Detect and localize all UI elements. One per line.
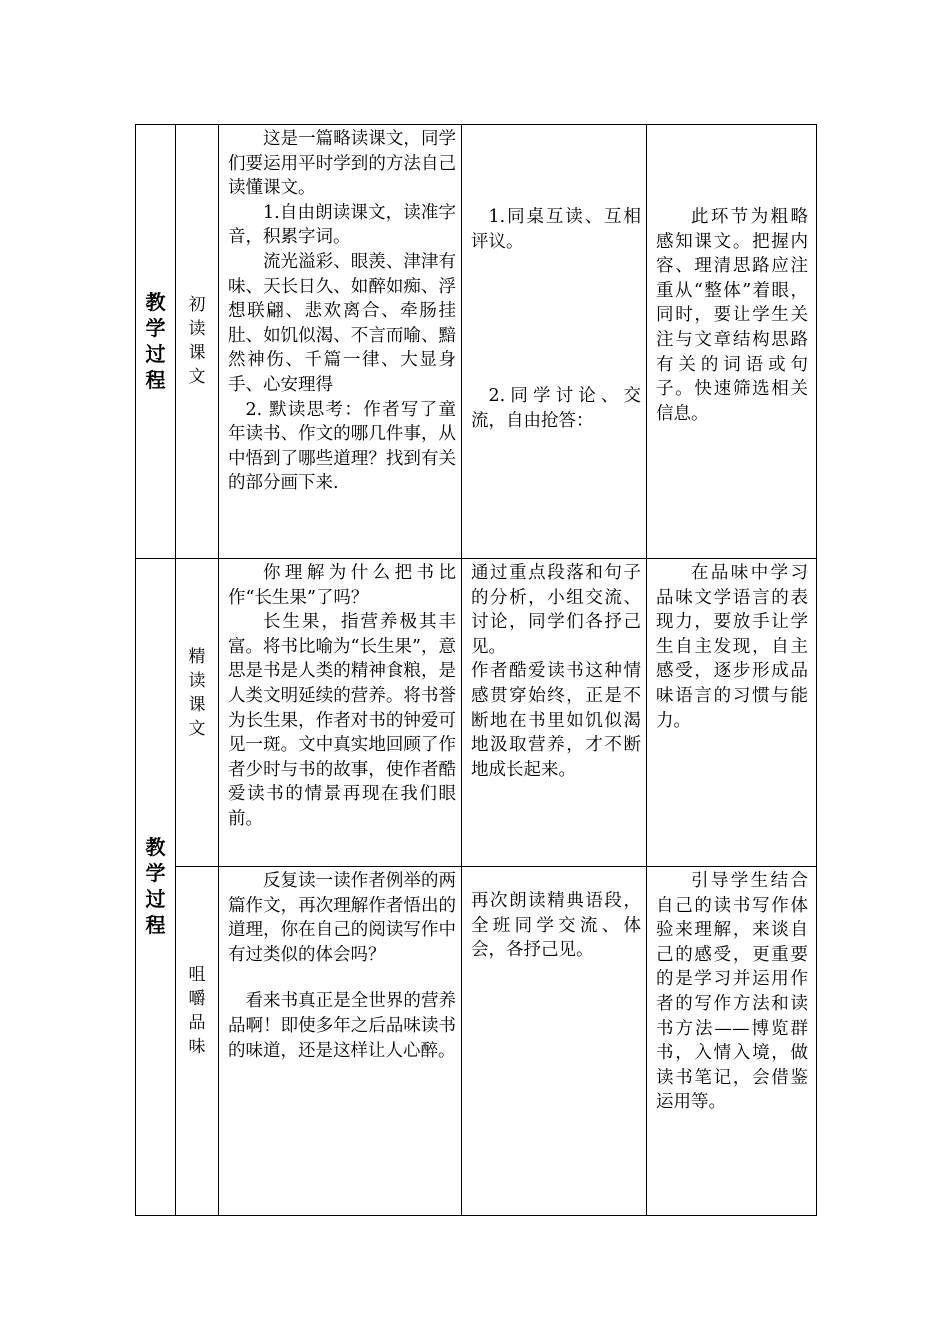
stage-label: 初读课文 xyxy=(188,295,206,388)
section-label: 教学过程 xyxy=(145,289,166,392)
teacher-text: 这是一篇略读课文，同学们要运用平时学到的方法自己读懂课文。 xyxy=(228,129,456,199)
table-row-savoring xyxy=(136,867,817,1216)
design-intent-cell xyxy=(647,125,817,559)
teacher-activity-cell xyxy=(219,559,462,867)
stage-cell xyxy=(176,559,219,867)
student-text: 通过重点段落和句子的分析，小组交流、讨论，同学们各抒己见。 xyxy=(471,563,641,657)
vocabulary-list: 流光溢彩、眼羡、津津有味、天长日久、如醉如痴、浮想联翩、悲欢离合、牵肠挂肚、如饥似渴、不言而喻、黯然神伤、千篇一律、大显身手、心安理得 xyxy=(228,251,456,395)
lesson-plan-table xyxy=(135,124,817,1216)
teacher-text: 看来书真正是全世界的营养品啊！即使多年之后品味读书的味道，还是这样让人心醉。 xyxy=(228,991,456,1061)
table-row-close-reading xyxy=(136,559,817,867)
design-intent-cell xyxy=(647,867,817,1216)
design-intent-cell xyxy=(647,559,817,867)
section-cell-top xyxy=(136,125,176,559)
teacher-text: 你理解为什么把书比作“长生果”了吗？ xyxy=(228,563,456,608)
teacher-text: 1.自由朗读课文，读准字音，积累字词。 xyxy=(228,202,456,248)
student-activity-cell xyxy=(462,125,647,559)
section-cell-bottom xyxy=(136,559,176,1216)
student-text: 1.同桌互读、互相评议。 xyxy=(471,207,641,252)
student-text: 作者酷爱读书这种情感贯穿始终，正是不断地在书里如饥似渴地汲取营养，才不断地成长起来。 xyxy=(471,661,641,780)
intent-text: 引导学生结合自己的读书写作体验来理解，来谈自己的感受，更重要的是学习并运用作者的写作方法和读书方法——博览群书，入情入境，做读书笔记，会借鉴运用等。 xyxy=(656,871,808,1113)
student-activity-cell xyxy=(462,559,647,867)
section-label: 教学过程 xyxy=(145,835,166,938)
teacher-activity-cell xyxy=(219,867,462,1216)
table-row-first-reading xyxy=(136,125,817,559)
stage-cell xyxy=(176,867,219,1216)
stage-cell xyxy=(176,125,219,559)
teacher-text: 2. 默读思考：作者写了童年读书、作文的哪几件事，从中悟到了哪些道理？找到有关的部分画下来. xyxy=(228,399,456,494)
teacher-text: 反复读一读作者例举的两篇作文，再次理解作者悟出的道理，你在自己的阅读写作中有过类似的体会吗？ xyxy=(228,871,456,965)
teacher-text: 长生果，指营养极其丰富。将书比喻为“长生果”，意思是书是人类的精神食粮，是人类文明延续的营养。将书誉为长生果，作者对书的钟爱可见一斑。文中真实地回顾了作者少时与书的故事，使作者酷爱读书的情景再现在我们眼前。 xyxy=(228,612,456,829)
student-text: 再次朗读精典语段，全班同学交流、体会，各抒己见。 xyxy=(471,891,641,961)
intent-text: 在品味中学习品味文学语言的表现力，要放手让学生自主发现，自主感受，逐步形成品味语言的习惯与能力。 xyxy=(656,563,808,731)
stage-label: 精读课文 xyxy=(188,646,206,739)
student-activity-cell xyxy=(462,867,647,1216)
intent-text: 此环节为粗略感知课文。把握内容、理清思路应注重从“整体”着眼，同时，要让学生关注与文章结构思路有关的词语或句子。快速筛选相关信息。 xyxy=(656,207,808,424)
stage-label: 咀嚼品味 xyxy=(188,965,206,1057)
student-text: 2.同学讨论、交流，自由抢答： xyxy=(471,386,641,431)
teacher-activity-cell xyxy=(219,125,462,559)
